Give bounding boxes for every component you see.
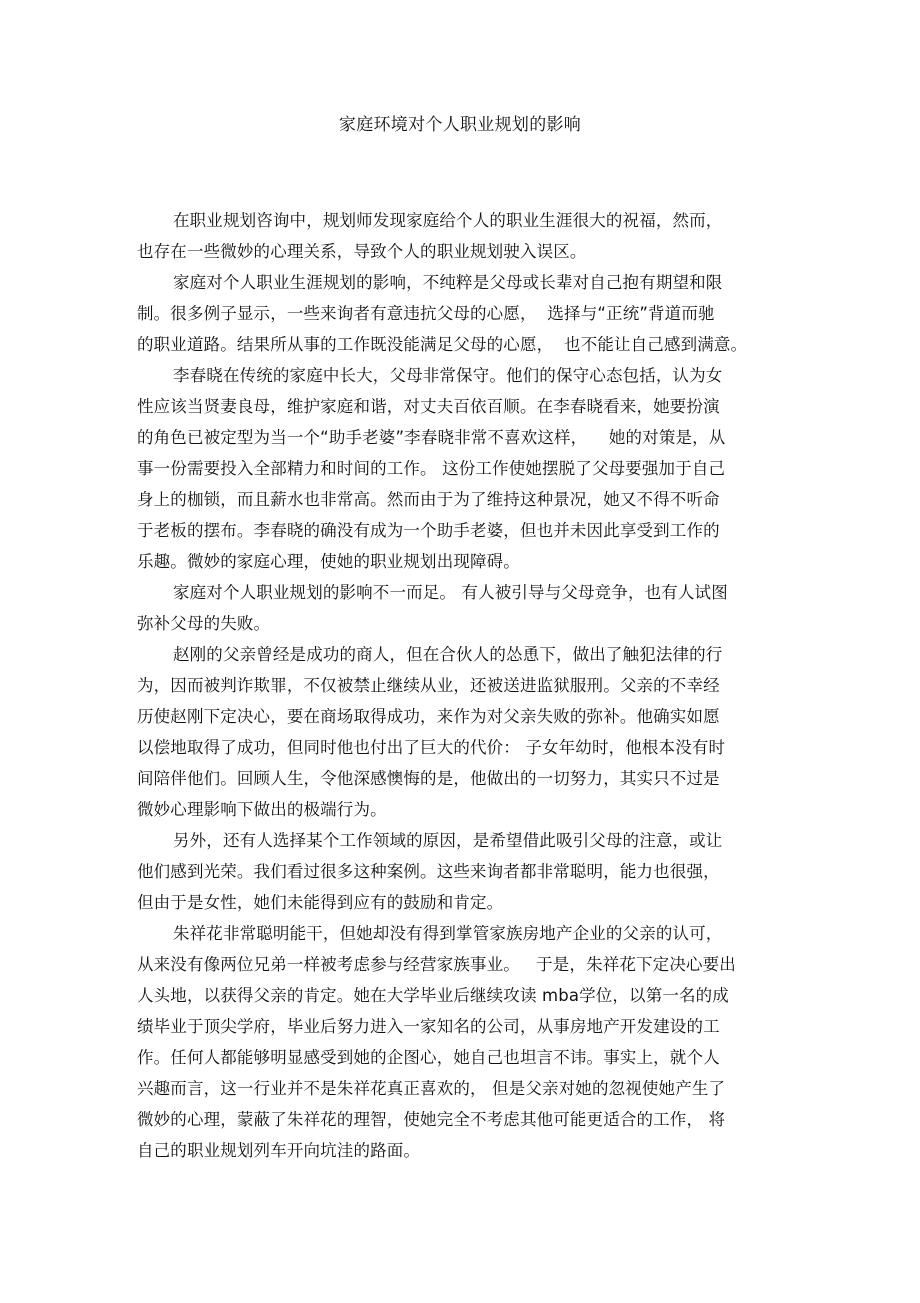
text-line: 间陪伴他们。回顾人生，令他深感懊悔的是，他做出的一切努力，其实只不过是: [137, 769, 720, 788]
text-line: 也存在一些微妙的心理关系，导致个人的职业规划驶入误区。: [137, 242, 587, 261]
text-line: 弥补父母的失败。: [137, 614, 271, 633]
text-line: 作。任何人都能够明显感受到她的企图心，她自己也坦言不讳。事实上，就个人: [137, 1048, 720, 1067]
text-line: 历使赵刚下定决心，要在商场取得成功，来作为对父亲失败的弥补。他确实如愿: [137, 707, 720, 726]
paragraph: [137, 639, 787, 825]
document-title: 家庭环境对个人职业规划的影响: [338, 115, 582, 135]
text-line: 家庭对个人职业生涯规划的影响，不纯粹是父母或长辈对自己抱有期望和限: [173, 273, 723, 292]
text-line: 身上的枷锁，而且薪水也非常高。然而由于为了维持这种景况，她又不得不听命: [137, 490, 720, 509]
text-line: 的角色已被定型为当一个“助手老婆”李春晓非常不喜欢这样， 她的对策是，从: [137, 428, 726, 447]
text-line: 家庭对个人职业规划的影响不一而足。 有人被引导与父母竞争，也有人试图: [173, 583, 728, 602]
paragraph: [137, 825, 787, 918]
text-line: 以偿地取得了成功，但同时他也付出了巨大的代价： 子女年幼时，他根本没有时: [137, 738, 726, 757]
paragraph: [137, 918, 787, 1166]
document-body: [137, 205, 787, 1166]
text-line: 人头地，以获得父亲的肯定。她在大学毕业后继续攻读 mba学位，以第一名的成: [137, 986, 729, 1005]
text-line: 在职业规划咨询中，规划师发现家庭给个人的职业生涯很大的祝福，然而，: [173, 211, 723, 230]
paragraph: [137, 577, 787, 639]
text-line: 为，因而被判诈欺罪，不仅被禁止继续从业，还被送进监狱服刑。父亲的不幸经: [137, 676, 720, 695]
text-line: 微妙的心理，蒙蔽了朱祥花的理智，使她完全不考虑其他可能更适合的工作， 将: [137, 1110, 726, 1129]
paragraph: [137, 360, 787, 577]
text-line: 他们感到光荣。我们看过很多这种案例。这些来询者都非常聪明，能力也很强，: [137, 862, 720, 881]
text-line: 事一份需要投入全部精力和时间的工作。 这份工作使她摆脱了父母要强加于自己: [137, 459, 726, 478]
text-line: 赵刚的父亲曾经是成功的商人，但在合伙人的怂恿下，做出了触犯法律的行: [173, 645, 723, 664]
text-line: 李春晓在传统的家庭中长大，父母非常保守。他们的保守心态包括，认为女: [173, 366, 723, 385]
text-line: 兴趣而言，这一行业并不是朱祥花真正喜欢的， 但是父亲对她的忽视使她产生了: [137, 1079, 726, 1098]
text-line: 朱祥花非常聪明能干，但她却没有得到掌管家族房地产企业的父亲的认可，: [173, 924, 723, 943]
text-line: 的职业道路。结果所从事的工作既没能满足父母的心愿， 也不能让自己感到满意。: [137, 335, 748, 354]
text-line: 另外，还有人选择某个工作领域的原因，是希望借此吸引父母的注意，或让: [173, 831, 723, 850]
paragraph: [137, 205, 787, 267]
text-line: 性应该当贤妻良母，维护家庭和谐，对丈夫百依百顺。在李春晓看来，她要扮演: [137, 397, 720, 416]
text-line: 从来没有像两位兄弟一样被考虑参与经营家族事业。 于是，朱祥花下定决心要出: [137, 955, 736, 974]
text-line: 于老板的摆布。李春晓的确没有成为一个助手老婆，但也并未因此享受到工作的: [137, 521, 720, 540]
text-line: 微妙心理影响下做出的极端行为。: [137, 800, 387, 819]
text-line: 乐趣。微妙的家庭心理，使她的职业规划出现障碍。: [137, 552, 520, 571]
text-line: 绩毕业于顶尖学府，毕业后努力进入一家知名的公司，从事房地产开发建设的工: [137, 1017, 720, 1036]
text-line: 自己的职业规划列车开向坑洼的路面。: [137, 1141, 421, 1160]
paragraph: [137, 267, 787, 360]
text-line: 制。很多例子显示，一些来询者有意违抗父母的心愿， 选择与“正统”背道而驰: [137, 304, 715, 323]
text-line: 但由于是女性，她们未能得到应有的鼓励和肯定。: [137, 893, 504, 912]
